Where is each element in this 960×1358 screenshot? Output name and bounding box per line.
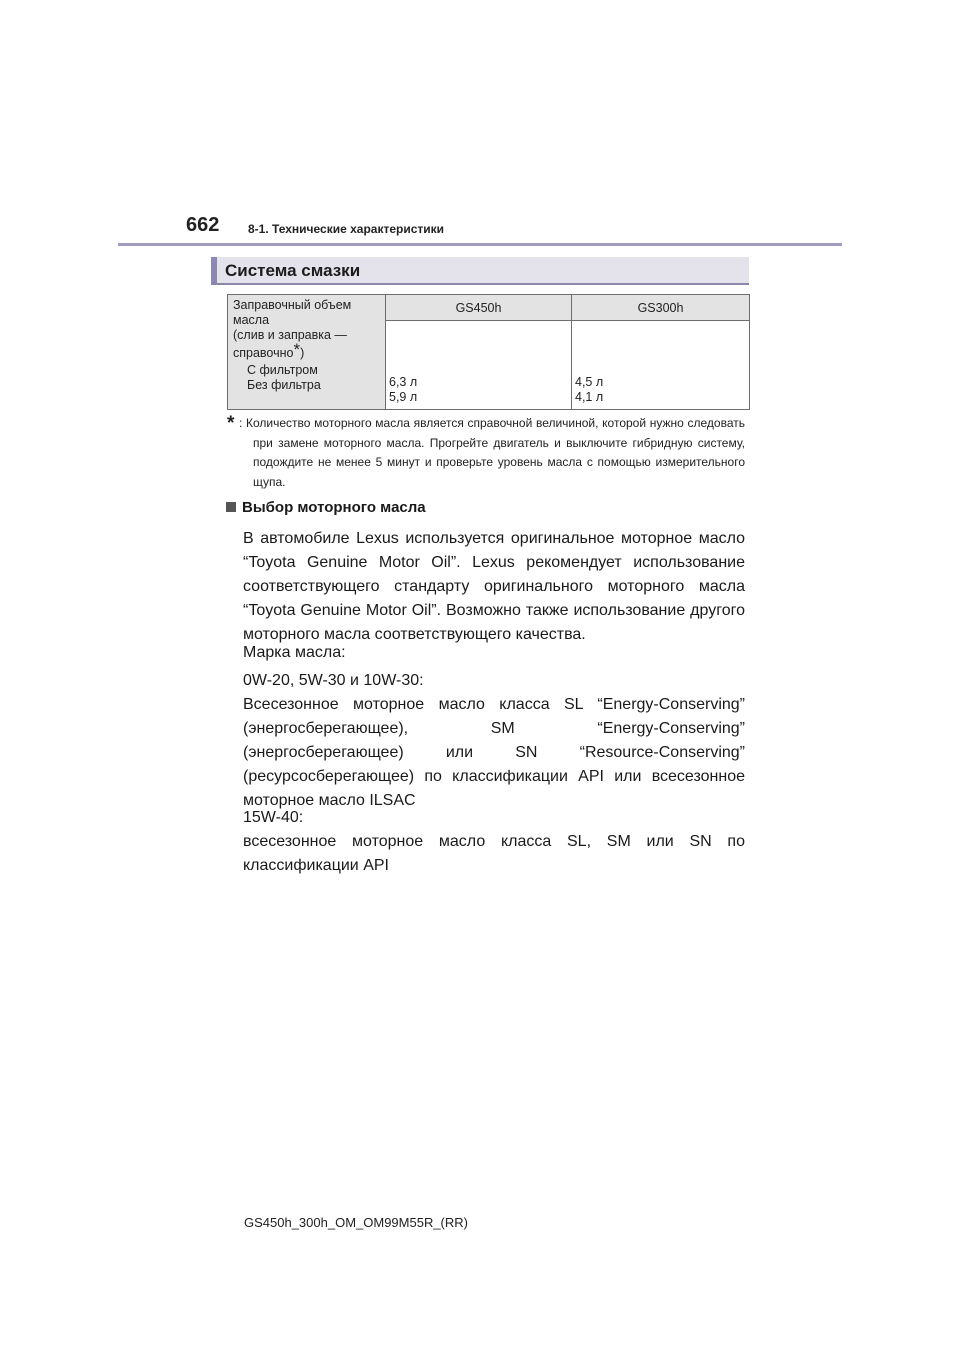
section-heading: Система смазки (225, 261, 361, 280)
subheading (226, 499, 426, 516)
gs450h-values-cell (386, 321, 572, 410)
heading-accent (211, 257, 217, 283)
viscosity-description: Всесезонное моторное масло класса SL “Energy-Conserving” (энергосберегающее), SM “Energy-Conserving” (энергосберегающее) или SN “Resource-Conserving” (ресурсосберегающее) по классификации API или всесезонное моторное масло ILSAC (243, 696, 745, 809)
label-line: Заправочный объем (233, 298, 352, 312)
label-with-filter: С фильтром (247, 363, 318, 377)
paragraph-viscosity-15w40 (243, 806, 745, 878)
label-line: масла (233, 313, 270, 327)
footnote-body: : Количество моторного масла является справочной величиной, которой нужно следовать при замене моторного масла. Прогрейте двигатель и выключите гибридную систему, подождите не менее 5 минут и проверьте уровень масла с помощью измерительного щупа. (239, 416, 745, 489)
label-text: ) (300, 346, 305, 360)
oil-capacity-table (227, 294, 750, 410)
paragraph-oil-grade: Марка масла: (243, 644, 346, 661)
square-bullet-icon (226, 502, 236, 512)
gs300h-with-filter: 4,5 л (575, 375, 604, 389)
header-rule (118, 243, 842, 246)
label-line: (слив и заправка — (233, 328, 347, 342)
label-text: справочно (233, 346, 294, 360)
page-number: 662 (186, 214, 220, 236)
column-header-gs450h: GS450h (386, 295, 572, 321)
footnote (227, 414, 745, 492)
label-line (233, 340, 381, 361)
gs300h-without-filter: 4,1 л (575, 390, 604, 404)
footer-document-code: GS450h_300h_OM_OM99M55R_(RR) (244, 1215, 468, 1230)
gs450h-without-filter: 5,9 л (389, 390, 418, 404)
gs450h-with-filter: 6,3 л (389, 375, 418, 389)
paragraph-intro: В автомобиле Lexus используется оригинальное моторное масло “Toyota Genuine Motor Oil”. Lexus рекомендует использование соответствующего стандарту оригинального моторного масла “Toyota Genuine Motor Oil”. Возможно также использование другого моторного масла соответствующего качества. (243, 530, 745, 643)
table-header-row (228, 295, 750, 321)
label-without-filter: Без фильтра (247, 378, 321, 392)
footnote-mark: * (293, 340, 301, 359)
viscosity-description: всесезонное моторное масло класса SL, SM или SN по классификации API (243, 833, 745, 874)
viscosity-heading: 15W-40: (243, 809, 304, 826)
viscosity-heading: 0W-20, 5W-30 и 10W-30: (243, 672, 424, 689)
section-title: 8-1. Технические характеристики (248, 222, 445, 236)
capacity-label-cell (228, 295, 386, 410)
paragraph-viscosity-0w20 (243, 669, 745, 813)
gs300h-values-cell (572, 321, 750, 410)
column-header-gs300h: GS300h (572, 295, 750, 321)
footnote-asterisk: * (227, 413, 235, 434)
footnote-text (227, 414, 745, 492)
subheading-text: Выбор моторного масла (242, 499, 426, 516)
section-heading-bar (211, 257, 749, 285)
